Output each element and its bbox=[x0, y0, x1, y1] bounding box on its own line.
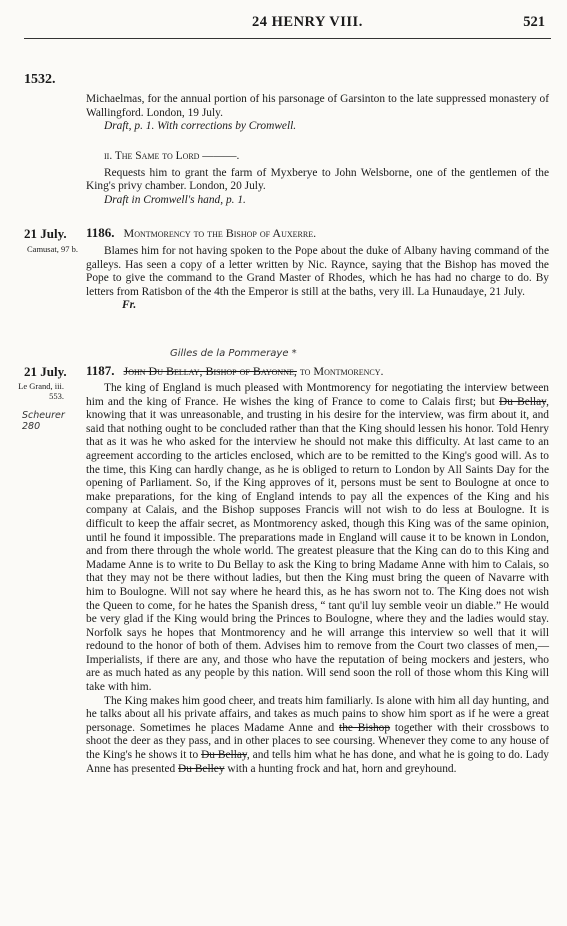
entry1186-body bbox=[86, 245, 549, 313]
block2-heading: ii. The Same to Lord ———. bbox=[104, 150, 240, 162]
block1-caption: Draft, p. 1. With corrections by Cromwell. bbox=[104, 120, 297, 133]
block2-text: Requests him to grant the farm of Myxberye to John Welsborne, one of the gentlemen of the King's privy chamber. London, 20 July. bbox=[86, 166, 549, 193]
margin-pencil-note bbox=[22, 410, 65, 432]
entry1187-source bbox=[16, 381, 64, 401]
para2-part-d: with a hunting frock and hat, horn and greyhound. bbox=[224, 762, 457, 775]
entry1187-para1 bbox=[86, 382, 549, 695]
header-rule bbox=[24, 38, 551, 39]
para2-part-c: , and tells him what he has done, and what he is going to do. Lady Anne has presented bbox=[86, 749, 549, 775]
block2 bbox=[86, 150, 549, 207]
entry1186-heading: Montmorency to the Bishop of Auxerre. bbox=[123, 226, 317, 240]
para2-part-b: together with their crossbows to shoot the deer as they pass, and in other places to see coursing. Whenever they come to any house of the King's he shows it to bbox=[86, 721, 549, 762]
entry1187-heading: to Montmorency. bbox=[296, 364, 384, 378]
handwritten-annotation: Gilles de la Pommeraye * bbox=[170, 348, 297, 359]
para1-struck-1: Du Bellay bbox=[499, 395, 547, 408]
entry1187-source-line2: 553. bbox=[49, 391, 64, 401]
para1-part-a: The king of England is much pleased with Montmorency for negotiating the interview between him and the king of France. He wishes the king of France to come to Calais first; but bbox=[86, 382, 549, 408]
entry1187-number: 1187. bbox=[86, 363, 115, 378]
para2-struck-2: Du Bellay bbox=[201, 749, 247, 762]
entry1186-text: Blames him for not having spoken to the Pope about the duke of Albany having command of the galleys. Has seen a copy of a letter written by Nic. Raynce, saying that the Bishop has moved the Pope to give the command to the Grand Master of Rhodes, which he has had no charge to do. By letters from Ratisbon of the 4th the Emperor is still at the baths, very ill. La Hunaudaye, 21 July. bbox=[86, 245, 549, 298]
running-head bbox=[0, 14, 567, 34]
entry1186-source: Camusat, 97 b. bbox=[27, 244, 78, 254]
entry1187-date: 21 July. bbox=[24, 364, 67, 379]
entry1187-para2 bbox=[86, 695, 549, 777]
block2-caption: Draft in Cromwell's hand, p. 1. bbox=[104, 193, 246, 206]
margin-note-line1: Scheurer bbox=[22, 410, 65, 421]
entry1186-number: 1186. bbox=[86, 225, 115, 240]
entry1187-body bbox=[86, 382, 549, 776]
entry1186-lang: Fr. bbox=[122, 299, 137, 312]
margin-note-line2: 280 bbox=[22, 421, 41, 432]
block1 bbox=[86, 93, 549, 134]
para2-struck-3: Du Belley bbox=[178, 762, 225, 775]
entry1186-date: 21 July. bbox=[24, 226, 67, 241]
para2-struck-1: the Bishop bbox=[339, 721, 391, 734]
running-title: 24 HENRY VIII. bbox=[252, 14, 363, 30]
entry1186-heading-line bbox=[86, 226, 549, 240]
margin-year: 1532. bbox=[24, 72, 56, 87]
para1-part-b: , knowing that it was unreasonable, and trusting in his desire for the interview, was firm about it, and said that nothing ought to be concluded rather than that the King should lessen his honor. Told Henry that as it was he who asked for the interview he should not make this difficulty. At last came to an agreement according to the articles enclosed, which are to be remitted to the King's good will. As to the time, this King can hardly change, as he is obliged to return to London by All Saints Day for the opening of Parliament. So, if the King approves of it, persons must be sent to Boulogne at once to make preparations, for the king of England intends to pay all the expences of the King and his company at Calais, and the Bishop supposes Francis will not wish to do less at Boulogne. It is difficult to keep the affair secret, as Montmorency asked, though this King was of the same opinion, until he found it impossible. The preparations made in England will cause it to be known in London, and from there through the whole world. The greatest pleasure that the King can do to this King and Madame Anne is to write to Du Bellay to ask the King to bring Madame Anne with him to Calais, so that they may not be there without ladies, but then the King must bring the queen of Navarre with him to Boulogne. Will not say where he heard this, as he has sworn not to. The King does not wish the Queen to come, for he hates the Spanish dress, “ tant qu'il luy semble veoir un diable.” He would be very glad if the King would bring the Princes to Boulogne, where they and the ladies would stay. Norfolk says he hopes that Montmorency and he will arrange this interview so well that it will redound to the honor of both of them. Advises him to remove from the Court two classes of men,—Imperialists, if there are any, and those who have the reputation of being mockers and jesters, who are as much hated as any people by this nation. Will send soon the roll of those whom this King will take with him. bbox=[86, 395, 549, 694]
entry1187-source-line1: Le Grand, iii. bbox=[18, 381, 64, 391]
entry1187-heading-line bbox=[86, 364, 549, 378]
block1-text: Michaelmas, for the annual portion of his parsonage of Garsinton to the late suppressed monastery of Wallingford. London, 19 July. bbox=[86, 93, 549, 119]
page-number: 521 bbox=[523, 14, 545, 30]
para2-part-a: The King makes him good cheer, and treats him familiarly. Is alone with him all day hunting, and he talks about all his private affairs, and takes as much pains to show him sport as if he were a great personage. Sometimes he places Madame Anne and bbox=[86, 694, 549, 734]
entry1187-heading-struck: John Du Bellay, Bishop of Bayonne, bbox=[123, 364, 297, 378]
